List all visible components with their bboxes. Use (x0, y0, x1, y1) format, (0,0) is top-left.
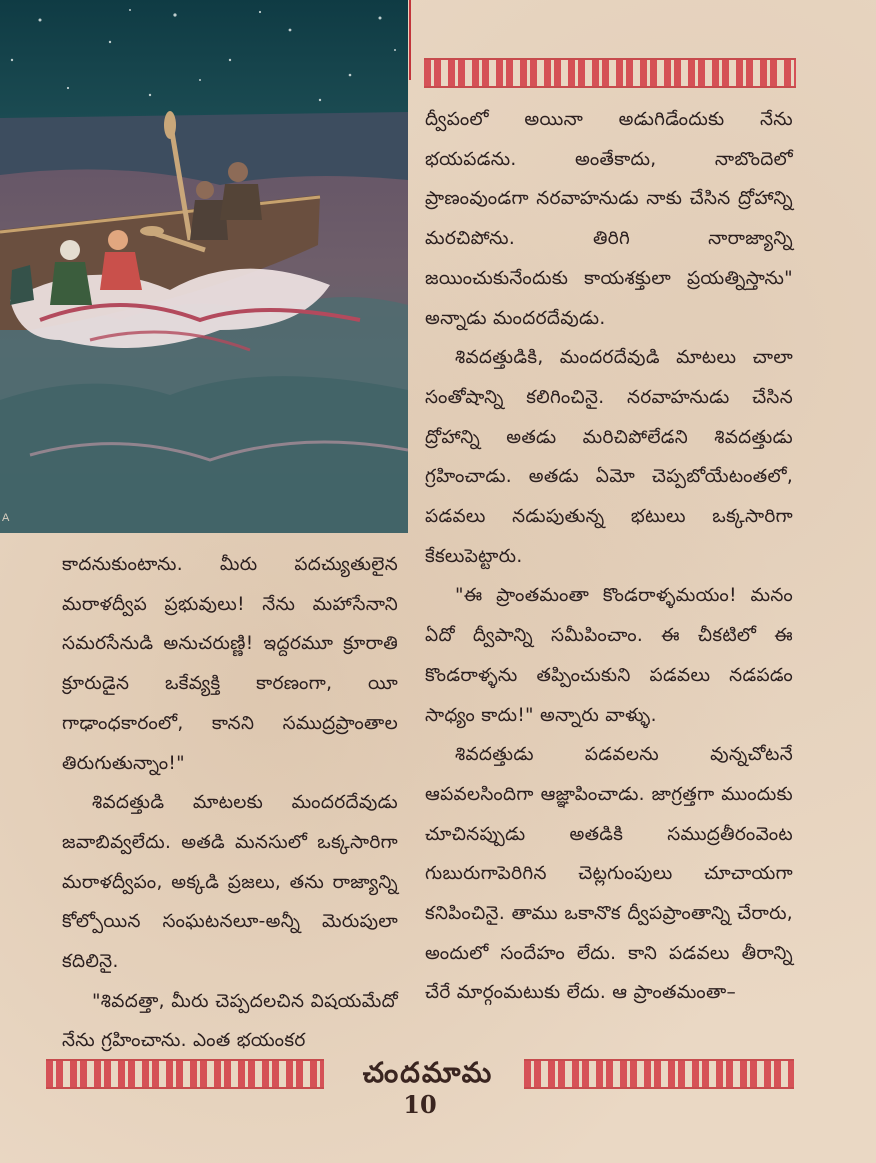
illustration-corner-mark: A (2, 512, 10, 524)
right-column-text (425, 100, 793, 1013)
paragraph: "శివదత్తా, మీరు చెప్పదలచిన విషయమేదో నేను గ్రహించాను. ఎంత భయంకర (62, 990, 398, 1052)
paragraph: కాదనుకుంటాను. మీరు పదచ్యుతులైన మరాళద్వీప ప్రభువులు! నేను మహాసేనాని సమరసేనుడి అనుచరుణ్ణి! ఇద్దరమూ క్రూరాతి క్రూరుడైన ఒకేవ్యక్తి కారణంగా, యీ గాఢాంధకారంలో, కానని సముద్రప్రాంతాల తిరుగుతున్నాం!" (62, 554, 398, 774)
column-divider-rule (409, 0, 411, 80)
paragraph: శివదత్తుడికి, మందరదేవుడి మాటలు చాలా సంతోషాన్ని కలిగించినై. నరవాహనుడు చేసిన ద్రోహాన్ని అతడు మరిచిపోలేడని శివదత్తుడు గ్రహించాడు. అతడు ఏమో చెప్పబోయేటంతలో, పడవలు నడుపుతున్న భటులు ఒక్కసారిగా కేకలుపెట్టారు. (425, 347, 793, 567)
decorative-border-top (424, 58, 796, 88)
left-column-text (62, 545, 398, 1061)
decorative-border-footer-left (46, 1059, 324, 1089)
paragraph: ద్వీపంలో అయినా అడుగిడేందుకు నేను భయపడను. అంతేకాదు, నాబొందెలో ప్రాణంవుండగా నరవాహనుడు నాకు చేసిన ద్రోహాన్ని మరచిపోను. తిరిగి నారాజ్యాన్ని జయించుకునేందుకు కాయశక్తులా ప్రయత్నిస్తాను" అన్నాడు మందరదేవుడు. (425, 109, 793, 329)
decorative-border-footer-right (524, 1059, 794, 1089)
magazine-title: చందమామ (362, 1056, 494, 1089)
paragraph: "ఈ ప్రాంతమంతా కొండరాళ్ళమయం! మనం ఏదో ద్వీపాన్ని సమీపించాం. ఈ చీకటిలో ఈ కొండరాళ్ళను తప్పించుకుని పడవలు నడపడం సాధ్యం కాదు!" అన్నారు వాళ్ళు. (425, 585, 793, 726)
story-illustration (0, 0, 408, 533)
page-number: 10 (403, 1090, 437, 1119)
paragraph: శివదత్తుడి మాటలకు మందరదేవుడు జవాబివ్వలేదు. అతడి మనసులో ఒక్కసారిగా మరాళద్వీపం, అక్కడి ప్రజలు, తను రాజ్యాన్ని కోల్పోయిన సంఘటనలూ-అన్నీ మెరుపులా కదిలినై. (62, 792, 398, 973)
night-sea-boat-illustration (0, 0, 408, 533)
paragraph: శివదత్తుడు పడవలను వున్నచోటనే ఆపవలసిందిగా ఆజ్ఞాపించాడు. జాగ్రత్తగా ముందుకు చూచినప్పుడు అతడికి సముద్రతీరంవెంట గుబురుగాపెరిగిన చెట్లగుంపులు చూచాయగా కనిపించినై. తాము ఒకానొక ద్వీపప్రాంతాన్ని చేరారు, అందులో సందేహం లేదు. కాని పడవలు తీరాన్ని చేరే మార్గంమటుకు లేదు. ఆ ప్రాంతమంతా– (425, 744, 793, 1004)
